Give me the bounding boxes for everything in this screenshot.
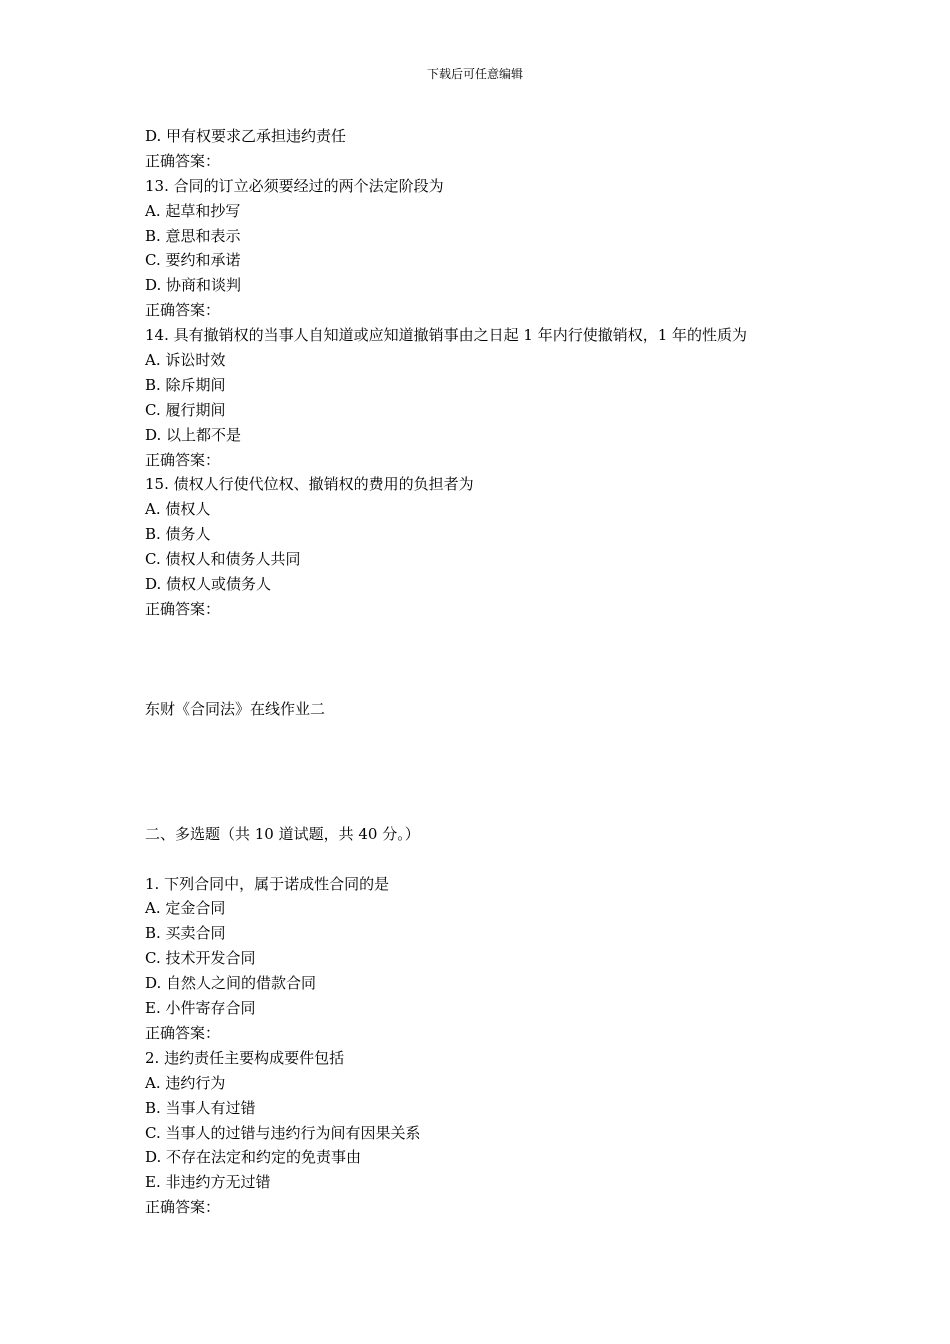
option-line: E. 小件寄存合同 bbox=[145, 999, 256, 1018]
answer-label: 正确答案： bbox=[145, 151, 221, 170]
option-line: C. 要约和承诺 bbox=[145, 251, 241, 270]
option-line: B. 除斥期间 bbox=[145, 375, 226, 394]
option-line: A. 债权人 bbox=[145, 500, 211, 519]
option-line: D. 不存在法定和约定的免责事由 bbox=[145, 1148, 362, 1167]
answer-label: 正确答案： bbox=[145, 599, 221, 618]
question-14: 14. 具有撤销权的当事人自知道或应知道撤销事由之日起 1 年内行使撤销权，1 年的性质为 bbox=[145, 326, 748, 345]
answer-label: 正确答案： bbox=[145, 1023, 221, 1042]
option-line: B. 意思和表示 bbox=[145, 226, 241, 245]
option-line: C. 当事人的过错与违约行为间有因果关系 bbox=[145, 1123, 421, 1142]
option-line: D. 以上都不是 bbox=[145, 425, 242, 444]
question-2: 2. 违约责任主要构成要件包括 bbox=[145, 1048, 345, 1067]
question-13: 13. 合同的订立必须要经过的两个法定阶段为 bbox=[145, 176, 444, 195]
option-line: A. 诉讼时效 bbox=[145, 351, 226, 370]
answer-label: 正确答案： bbox=[145, 301, 221, 320]
option-line: A. 起草和抄写 bbox=[145, 201, 241, 220]
document-body bbox=[145, 124, 845, 1220]
option-line: A. 定金合同 bbox=[145, 899, 226, 918]
question-block-bottom bbox=[145, 872, 845, 1220]
question-15: 15. 债权人行使代位权、撤销权的费用的负担者为 bbox=[145, 475, 474, 494]
option-line: C. 履行期间 bbox=[145, 400, 226, 419]
option-line: D. 协商和谈判 bbox=[145, 276, 242, 295]
option-line: B. 债务人 bbox=[145, 525, 211, 544]
option-line: D. 自然人之间的借款合同 bbox=[145, 974, 317, 993]
answer-label: 正确答案： bbox=[145, 450, 221, 469]
section-heading: 二、多选题（共 10 道试题，共 40 分。） bbox=[145, 824, 420, 843]
document-title: 东财《合同法》在线作业二 bbox=[145, 699, 326, 718]
answer-label: 正确答案： bbox=[145, 1198, 221, 1217]
question-block-top bbox=[145, 124, 845, 622]
option-line: A. 违约行为 bbox=[145, 1073, 226, 1092]
page-header: 下载后可任意编辑 bbox=[426, 67, 523, 81]
option-line: D. 债权人或债务人 bbox=[145, 575, 272, 594]
option-line: B. 当事人有过错 bbox=[145, 1098, 256, 1117]
option-line: B. 买卖合同 bbox=[145, 924, 226, 943]
option-line: C. 技术开发合同 bbox=[145, 949, 256, 968]
text-line: D. 甲有权要求乙承担违约责任 bbox=[145, 127, 347, 145]
option-line: E. 非违约方无过错 bbox=[145, 1173, 271, 1192]
option-line: C. 债权人和债务人共同 bbox=[145, 550, 301, 569]
question-1: 1. 下列合同中，属于诺成性合同的是 bbox=[145, 874, 390, 893]
